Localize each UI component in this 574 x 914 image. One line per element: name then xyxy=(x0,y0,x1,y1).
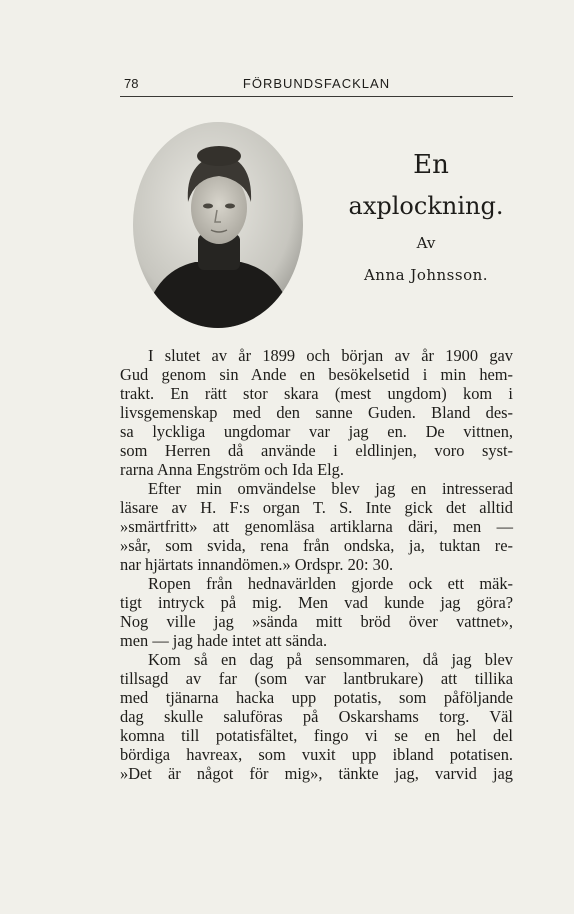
author-name: Anna Johnsson. xyxy=(363,266,489,284)
body-line: »sår, som svida, rena från ondska, ja, tuktan re- xyxy=(120,536,513,555)
body-line: bördiga havreax, som vuxit upp ibland potatisen. xyxy=(120,745,513,764)
article-title-block xyxy=(326,150,526,284)
body-line: tillsagd av far (som var lantbrukare) att tillika xyxy=(120,669,513,688)
body-line: I slutet av år 1899 och början av år 1900 gav xyxy=(148,346,513,365)
body-line: sa lyckliga ungdomar var jag en. De vittnen, xyxy=(120,422,513,441)
article-body xyxy=(120,346,513,783)
article-title-line1: En xyxy=(413,150,449,180)
body-line: »smärtfritt» att genomläsa artiklarna däri, men — xyxy=(120,517,513,536)
portrait-photo xyxy=(133,122,303,328)
body-line: med tjänarna hacka upp potatis, som påföljande xyxy=(120,688,513,707)
body-line: dag skulle saluföras på Oskarshams torg. Väl xyxy=(120,707,513,726)
body-line: livsgemenskap med den sanne Guden. Bland des- xyxy=(120,403,513,422)
body-line: trakt. En rätt stor skara (mest ungdom) kom i xyxy=(120,384,513,403)
body-line: nar hjärtats innandömen.» Ordspr. 20: 30. xyxy=(120,555,394,574)
article-title-line2: axplockning. xyxy=(348,192,504,220)
body-line: Ropen från hednavärlden gjorde ock ett mäk- xyxy=(148,574,513,593)
journal-name: FÖRBUNDSFACKLAN xyxy=(242,76,391,91)
body-line: läsare av H. F:s organ T. S. Inte gick det alltid xyxy=(120,498,513,517)
body-line: Gud genom sin Ande en besökelsetid i min hem- xyxy=(120,365,513,384)
body-line: rarna Anna Engström och Ida Elg. xyxy=(120,460,344,479)
byline-prefix: Av xyxy=(416,234,436,252)
body-line: Efter min omvändelse blev jag en intresserad xyxy=(148,479,513,498)
body-line: Nog ville jag »sända mitt bröd över vattnet», xyxy=(120,612,513,631)
running-head xyxy=(120,74,513,97)
body-line: komna till potatisfältet, fingo vi se en hel del xyxy=(120,726,513,745)
body-line: Kom så en dag på sensommaren, då jag blev xyxy=(148,650,513,669)
body-line: »Det är något för mig», tänkte jag, varvid jag xyxy=(120,764,513,783)
page-number: 78 xyxy=(124,76,139,91)
body-line: tigt intryck på mig. Men vad kunde jag göra? xyxy=(120,593,513,612)
body-line: som Herren då använde i eldlinjen, voro syst- xyxy=(120,441,513,460)
body-line: men — jag hade intet att sända. xyxy=(120,631,328,650)
